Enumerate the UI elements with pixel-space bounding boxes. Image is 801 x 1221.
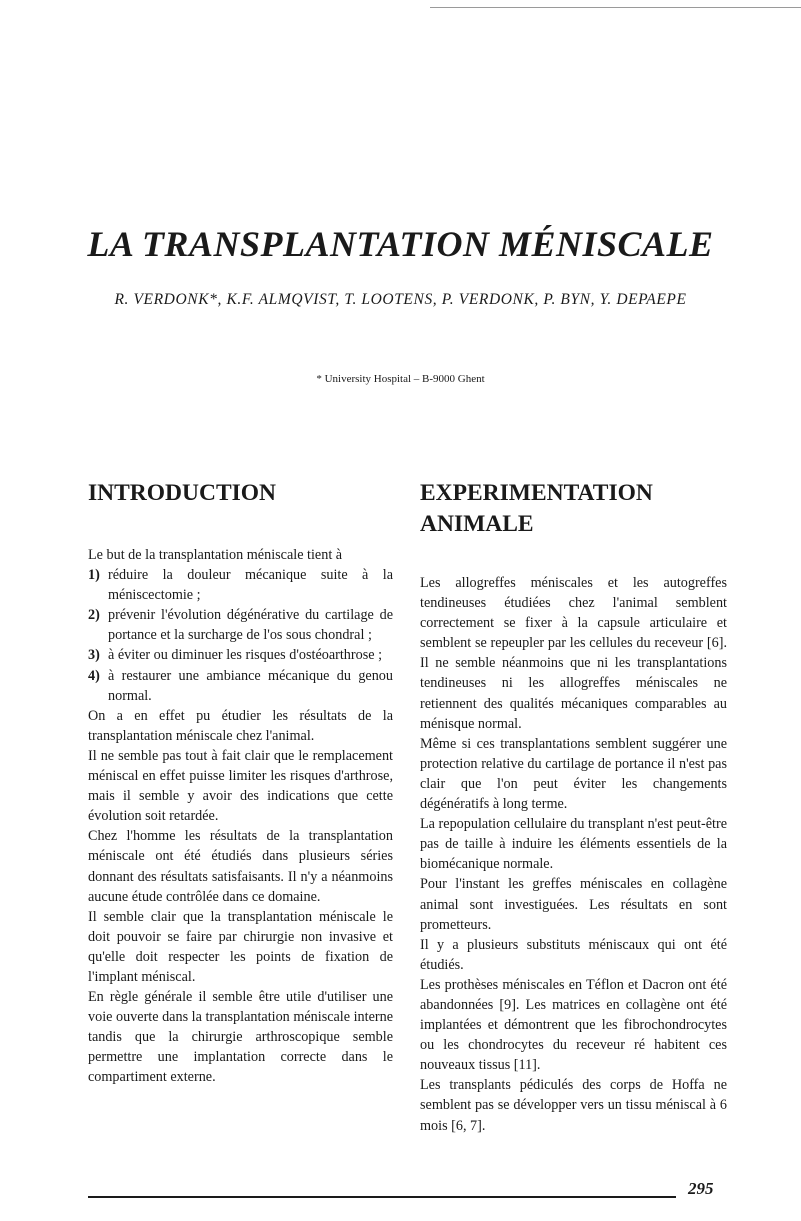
article-title: LA TRANSPLANTATION MÉNISCALE [87,224,714,264]
introduction-heading: INTRODUCTION [88,480,277,506]
list-item [88,666,393,706]
paragraph: En règle générale il semble être utile d'utiliser une voie ouverte dans la transplantation méniscale interne tandis que la chirurgie arthroscopique semble permettre une implantation correcte dans le compartiment externe. [88,989,393,1086]
list-number: 1) [88,567,100,584]
experimentation-column [420,573,727,1136]
list-text: à restaurer une ambiance mécanique du genou normal. [108,667,393,704]
list-text: prévenir l'évolution dégénérative du cartilage de portance et la surcharge de l'os sous chondral ; [108,607,393,644]
list-item [88,565,393,605]
paragraph: On a en effet pu étudier les résultats de la transplantation méniscale chez l'animal. [88,707,393,744]
affiliation: * University Hospital – B-9000 Ghent [316,373,485,385]
paragraph: Il y a plusieurs substituts méniscaux qui ont été étudiés. [420,936,727,973]
list-number: 4) [88,667,100,684]
paragraph: Chez l'homme les résultats de la transplantation méniscale ont été étudiés dans plusieurs séries donnant des résultats satisfaisants. Il n'y a néanmoins aucune étude contrôlée dans ce domaine. [88,828,393,905]
author-list: R. VERDONK*, K.F. ALMQVIST, T. LOOTENS, P. VERDONK, P. BYN, Y. DEPAEPE [114,291,687,308]
top-rule [430,7,801,8]
page-number: 295 [688,1179,714,1198]
list-number: 2) [88,607,100,624]
introduction-lead: Le but de la transplantation méniscale tient à [88,547,343,563]
paragraph: Il ne semble pas tout à fait clair que le remplacement méniscal en effet puisse limiter les risques d'arthrose, mais il semble y avoir des indications que cette évolution soit retardée. [88,747,393,825]
list-item [88,645,393,665]
goals-list [88,565,393,706]
list-item [88,605,393,645]
introduction-column [88,545,393,1088]
footer-rule [88,1196,676,1198]
paragraph: Les transplants pédiculés des corps de Hoffa ne semblent pas se développer vers un tissu méniscal à 6 mois [6, 7]. [420,1077,727,1134]
experimentation-heading: EXPERIMENTATION ANIMALE [420,480,653,537]
paragraph: Les allogreffes méniscales et les autogreffes tendineuses étudiées chez l'animal semblent correctement se fixer à la capsule articulaire et semblent se repeupler par les cellules du receveur [6]. Il ne semble néanmoins que ni les transplantations tendineuses ni les allogreffes méniscales ne retiennent des qualités mécaniques comparables au ménisque normal. [420,575,727,732]
paragraph: Il semble clair que la transplantation méniscale le doit pouvoir se faire par chirurgie non invasive et qu'elle doit respecter les points de fixation de l'implant méniscal. [88,908,393,985]
paragraph: Même si ces transplantations semblent suggérer une protection relative du cartilage de portance il n'est pas clair que l'on peut éviter les changements dégénératifs à long terme. [420,735,727,813]
paragraph: Pour l'instant les greffes méniscales en collagène animal sont investiguées. Les résultats en sont prometteurs. [420,876,727,933]
list-text: à éviter ou diminuer les risques d'ostéoarthrose ; [108,647,383,664]
list-number: 3) [88,647,100,664]
paragraph: Les prothèses méniscales en Téflon et Dacron ont été abandonnées [9]. Les matrices en collagène ont été implantées et démontrent que les fibrochondrocytes ou les chondrocytes du receveur ré habitent ces nouveaux tissus [11]. [420,976,727,1074]
paragraph: La repopulation cellulaire du transplant n'est peut-être pas de taille à induire les éléments essentiels de la biomécanique normale. [420,816,727,873]
list-text: réduire la douleur mécanique suite à la méniscectomie ; [108,567,393,604]
